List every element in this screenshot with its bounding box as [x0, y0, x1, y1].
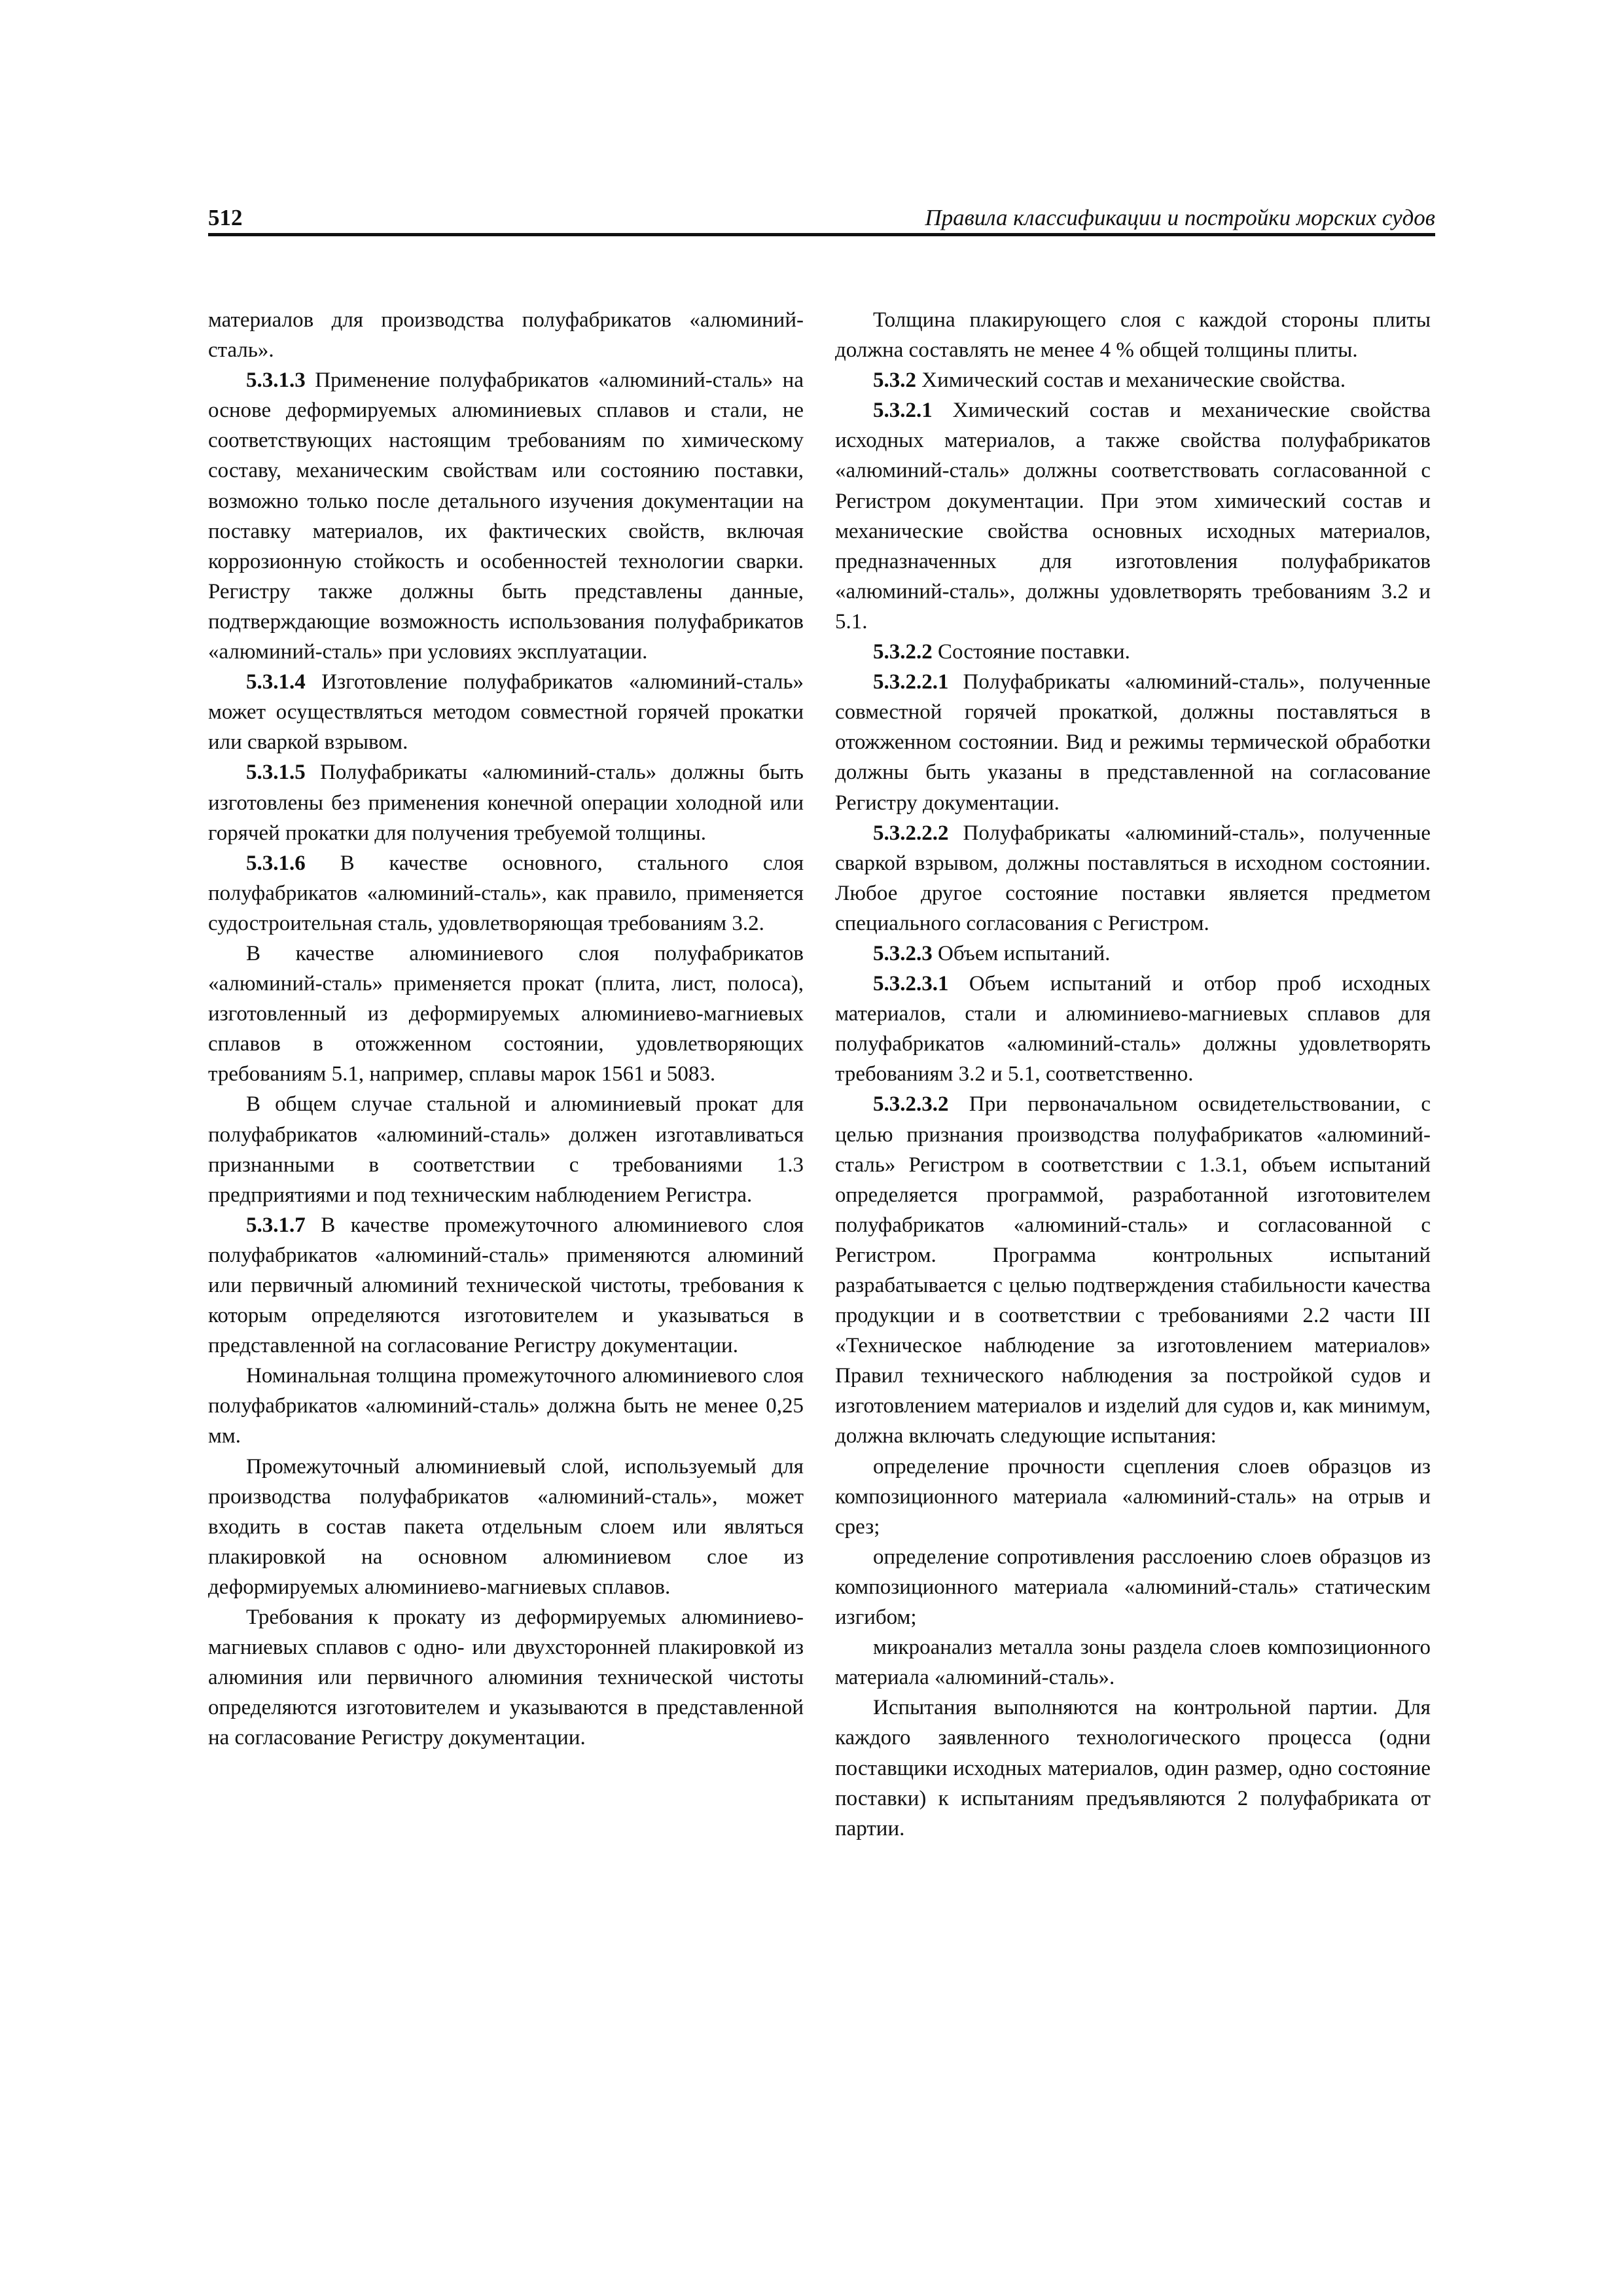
clause-number: 5.3.1.3	[246, 368, 306, 393]
paragraph-text: Полуфабрикаты «алюминий-сталь», полученные сваркой взрывом, должны поставляться в исходном состоянии. Любое другое состояние поставки является предметом специального согласования с Регистром.	[835, 821, 1431, 935]
paragraph-text: определение прочности сцепления слоев образцов из композиционного материала «алюминий-сталь» на отрыв и срез;	[835, 1454, 1431, 1539]
paragraph	[208, 1602, 804, 1753]
clause-number: 5.3.2	[873, 368, 916, 393]
paragraph	[835, 939, 1431, 969]
paragraph-text: Промежуточный алюминиевый слой, используемый для производства полуфабрикатов «алюминий-сталь», может входить в состав пакета отдельным слоем или являться плакировкой на основном алюминиевом слое из деформируемых алюминиево-магниевых сплавов.	[208, 1454, 804, 1599]
paragraph	[835, 1693, 1431, 1843]
paragraph	[208, 1452, 804, 1602]
clause-number: 5.3.1.4	[246, 670, 306, 694]
paragraph	[208, 365, 804, 667]
paragraph	[835, 818, 1431, 939]
clause-number: 5.3.1.6	[246, 851, 306, 875]
header-rule	[208, 233, 1435, 236]
paragraph	[208, 1210, 804, 1361]
clause-number: 5.3.2.3.1	[873, 972, 949, 996]
paragraph-text: Химический состав и механические свойства.	[916, 368, 1346, 393]
paragraph	[835, 1452, 1431, 1542]
paragraph	[835, 1089, 1431, 1451]
paragraph-text: определение сопротивления расслоению слоев образцов из композиционного материала «алюминий-сталь» статическим изгибом;	[835, 1545, 1431, 1630]
page-header	[208, 202, 1435, 234]
paragraph-text: В общем случае стальной и алюминиевый прокат для полуфабрикатов «алюминий-сталь» должен изготавливаться признанными в соответствии с требованиями 1.3 предприятиями и под техническим наблюдением Регистра.	[208, 1092, 804, 1207]
paragraph	[208, 939, 804, 1089]
paragraph-text: Испытания выполняются на контрольной партии. Для каждого заявленного технологического процесса (одни поставщики исходных материалов, один размер, одно состояние поставки) к испытаниям предъявляются 2 полуфабриката от партии.	[835, 1696, 1431, 1840]
running-title: Правила классификации и постройки морских судов	[925, 205, 1435, 230]
clause-number: 5.3.2.2.2	[873, 821, 949, 845]
paragraph-text: Состояние поставки.	[932, 640, 1130, 664]
clause-number: 5.3.2.3	[873, 941, 933, 965]
paragraph	[835, 667, 1431, 817]
paragraph-text: материалов для производства полуфабрикатов «алюминий-сталь».	[208, 308, 804, 363]
paragraph	[835, 637, 1431, 667]
paragraph-text: В качестве промежуточного алюминиевого слоя полуфабрикатов «алюминий-сталь» применяются алюминий или первичный алюминий технической чистоты, требования к которым определяются изготовителем и указываться в представленной на согласование Регистру документации.	[208, 1213, 804, 1358]
paragraph-text: микроанализ металла зоны раздела слоев композиционного материала «алюминий-сталь».	[835, 1636, 1431, 1690]
clause-number: 5.3.2.2	[873, 640, 933, 664]
paragraph-text: Полуфабрикаты «алюминий-сталь» должны быть изготовлены без применения конечной операции холодной или горячей прокатки для получения требуемой толщины.	[208, 761, 804, 845]
paragraph	[835, 969, 1431, 1089]
paragraph-text: Толщина плакирующего слоя с каждой стороны плиты должна составлять не менее 4 % общей толщины плиты.	[835, 308, 1431, 363]
paragraph	[835, 365, 1431, 395]
paragraph	[835, 305, 1431, 365]
paragraph-text: В качестве основного, стального слоя полуфабрикатов «алюминий-сталь», как правило, применяется судостроительная сталь, удовлетворяющая требованиям 3.2.	[208, 851, 804, 935]
paragraph-text: Объем испытаний и отбор проб исходных материалов, стали и алюминиево-магниевых сплавов для полуфабрикатов «алюминий-сталь» должны удовлетворять требованиям 3.2 и 5.1, соответственно.	[835, 972, 1431, 1086]
paragraph-text: Химический состав и механические свойства исходных материалов, а также свойства полуфабрикатов «алюминий-сталь» должны соответствовать согласованной с Регистром документации. При этом химический состав и механические свойства основных исходных материалов, предназначенных для изготовления полуфабрикатов «алюминий-сталь», должны удовлетворять требованиям 3.2 и 5.1.	[835, 399, 1431, 634]
clause-number: 5.3.2.3.2	[873, 1092, 949, 1117]
clause-number: 5.3.2.1	[873, 399, 933, 423]
paragraph-text: Изготовление полуфабрикатов «алюминий-сталь» может осуществляться методом совместной горячей прокатки или сваркой взрывом.	[208, 670, 804, 755]
paragraph	[208, 1089, 804, 1210]
clause-number: 5.3.2.2.1	[873, 670, 949, 694]
paragraph-text: Требования к прокату из деформируемых алюминиево-магниевых сплавов с одно- или двухсторонней плакировкой из алюминия или первичного алюминия технической чистоты определяются изготовителем и указываются в представленной на согласование Регистру документации.	[208, 1605, 804, 1750]
clause-number: 5.3.1.5	[246, 761, 306, 785]
paragraph-text: Объем испытаний.	[932, 941, 1111, 965]
paragraph	[208, 305, 804, 365]
paragraph	[208, 1361, 804, 1451]
paragraph	[208, 667, 804, 757]
paragraph	[208, 848, 804, 939]
right-text-column	[835, 305, 1431, 1844]
paragraph	[835, 395, 1431, 637]
paragraph-text: В качестве алюминиевого слоя полуфабрикатов «алюминий-сталь» применяется прокат (плита, лист, полоса), изготовленный из деформируемых алюминиево-магниевых сплавов в отожженном состоянии, удовлетворяющих требованиям 5.1, например, сплавы марок 1561 и 5083.	[208, 941, 804, 1086]
paragraph-text: При первоначальном освидетельствовании, с целью признания производства полуфабрикатов «алюминий-сталь» Регистром в соответствии с 1.3.1, объем испытаний определяется программой, разработанной изготовителем полуфабрикатов «алюминий-сталь» и согласованной с Регистром. Программа контрольных испытаний разрабатывается с целью подтверждения стабильности качества продукции и в соответствии с требованиями 2.2 части III «Техническое наблюдение за изготовлением материалов» Правил технического наблюдения за постройкой судов и изготовлением материалов и изделий для судов и, как минимум, должна включать следующие испытания:	[835, 1092, 1431, 1448]
paragraph-text: Полуфабрикаты «алюминий-сталь», полученные совместной горячей прокаткой, должны поставляться в отожженном состоянии. Вид и режимы термической обработки должны быть указаны в представленной на согласование Регистру документации.	[835, 670, 1431, 815]
paragraph-text: Номинальная толщина промежуточного алюминиевого слоя полуфабрикатов «алюминий-сталь» должна быть не менее 0,25 мм.	[208, 1364, 804, 1448]
paragraph	[835, 1632, 1431, 1693]
paragraph-text: Применение полуфабрикатов «алюминий-сталь» на основе деформируемых алюминиевых сплавов и стали, не соответствующих настоящим требованиям по химическому составу, механическим свойствам или состоянию поставки, возможно только после детального изучения документации на поставку материалов, их фактических свойств, включая коррозионную стойкость и особенностей технологии сварки. Регистру также должны быть представлены данные, подтверждающие возможность использования полуфабрикатов «алюминий-сталь» при условиях эксплуатации.	[208, 368, 804, 664]
page-number: 512	[208, 205, 243, 230]
paragraph	[835, 1542, 1431, 1632]
paragraph	[208, 757, 804, 848]
left-text-column	[208, 305, 804, 1753]
clause-number: 5.3.1.7	[246, 1213, 306, 1237]
